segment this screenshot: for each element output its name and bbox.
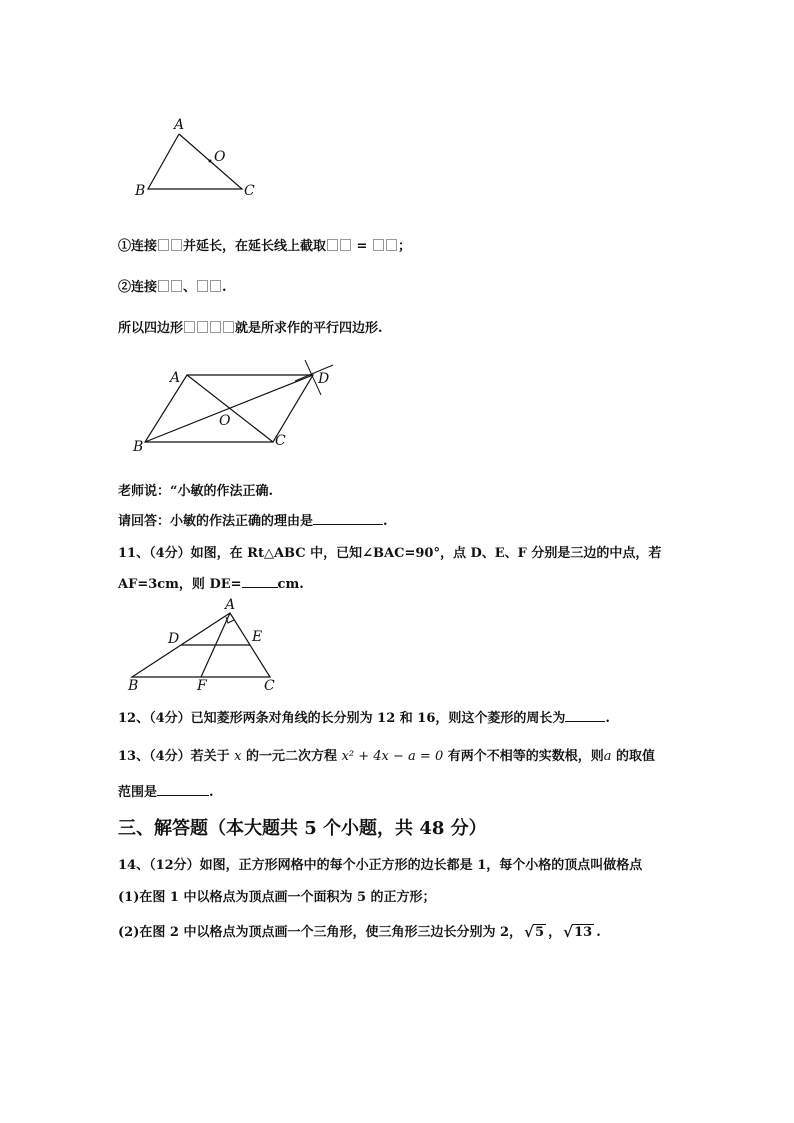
placeholder-box: [158, 280, 169, 292]
label-b: B: [133, 439, 144, 455]
q12: 12、（4分）已知菱形两条对角线的长分别为 12 和 16，则这个菱形的周长为 .: [118, 711, 610, 726]
placeholder-box: [386, 239, 397, 251]
placeholder-box: [210, 321, 221, 333]
figure-parallelogram-abcd: [125, 355, 350, 460]
label-b: B: [128, 678, 139, 694]
answer-blank: [313, 512, 383, 525]
sqrt-13: √ 13: [563, 923, 593, 941]
placeholder-box: [171, 239, 182, 251]
step-1: ①连接 并延长，在延长线上截取 = ；: [118, 239, 411, 254]
label-a: A: [170, 370, 181, 386]
step-2: ②连接 、 .: [118, 280, 227, 295]
placeholder-box: [197, 280, 208, 292]
answer-blank: [157, 783, 209, 796]
placeholder-box: [184, 321, 195, 333]
q13-line2: 范围是 .: [118, 785, 214, 800]
label-d: D: [318, 371, 330, 387]
label-o: O: [214, 149, 226, 165]
equation: x² + 4x − a = 0: [341, 749, 444, 764]
triangle-abc-outline: [148, 134, 242, 189]
placeholder-box: [210, 280, 221, 292]
q14-line3: (2)在图 2 中以格点为顶点画一个三角形，使三角形三边长分别为 2， √ 5 ， √ 13 .: [118, 923, 601, 941]
answer-blank: [565, 709, 605, 722]
placeholder-box: [158, 239, 169, 251]
q14-line1: 14、（12分）如图，正方形网格中的每个小正方形的边长都是 1，每个小格的顶点叫做格点: [118, 858, 643, 873]
q11-line1: 11、（4分）如图，在 Rt△ABC 中，已知∠BAC=90°，点 D、E、F 分别是三边的中点，若: [118, 546, 662, 561]
q13-line1: 13、（4分）若关于 x 的一元二次方程 x² + 4x − a = 0 有两个不相等的实数根，则a 的取值: [118, 749, 656, 764]
placeholder-box: [197, 321, 208, 333]
placeholder-box: [340, 239, 351, 251]
placeholder-box: [223, 321, 234, 333]
q14-line2: (1)在图 1 中以格点为顶点画一个面积为 5 的正方形；: [118, 890, 436, 905]
label-o: O: [219, 413, 231, 429]
figure-right-triangle-def: [120, 595, 285, 695]
label-c: C: [264, 678, 275, 694]
sqrt-5: √ 5: [524, 923, 545, 941]
label-e: E: [252, 629, 263, 645]
conclusion: 所以四边形 就是所求作的平行四边形.: [118, 321, 383, 336]
section-heading: 三、解答题（本大题共 5 个小题，共 48 分）: [118, 818, 487, 839]
figure-triangle-abc: [130, 112, 270, 202]
label-b: B: [135, 183, 146, 199]
question-reason: 请回答：小敏的作法正确的理由是 .: [118, 514, 388, 529]
label-a: A: [225, 597, 236, 613]
label-d: D: [168, 631, 180, 647]
teacher-remark: 老师说：“小敏的作法正确.: [118, 484, 274, 499]
placeholder-box: [171, 280, 182, 292]
label-c: C: [275, 433, 286, 449]
placeholder-box: [327, 239, 338, 251]
point-o: [209, 160, 212, 163]
label-c: C: [244, 183, 255, 199]
placeholder-box: [373, 239, 384, 251]
answer-blank: [242, 575, 278, 588]
label-a: A: [174, 117, 185, 133]
label-f: F: [197, 678, 207, 694]
q11-line2: AF=3cm，则 DE= cm.: [118, 577, 304, 592]
